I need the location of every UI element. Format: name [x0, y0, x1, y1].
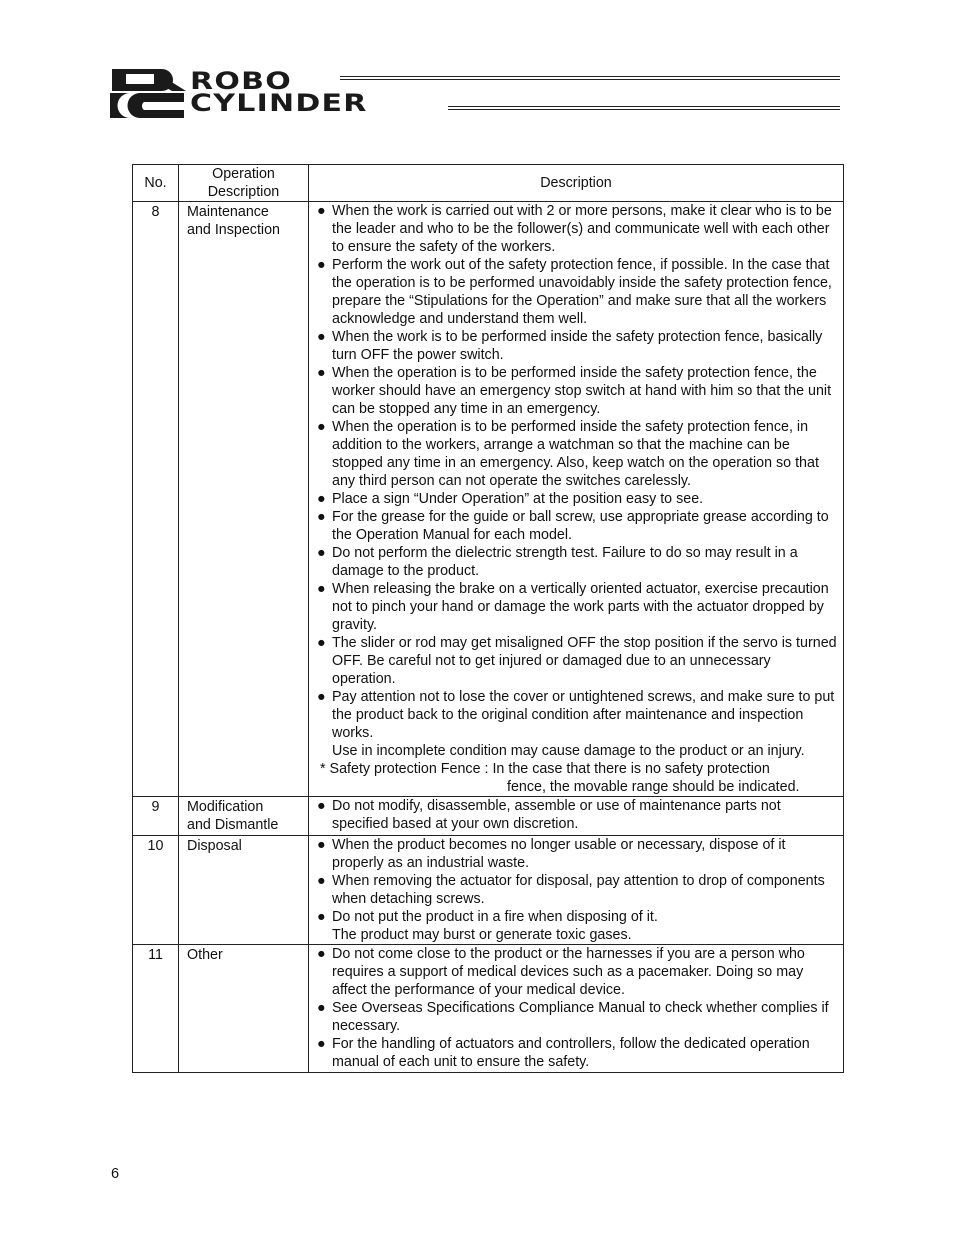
header-rule-bottom: [448, 106, 840, 110]
safety-operation-table: [132, 164, 844, 1073]
rc-logo-icon: [110, 68, 186, 118]
list-item: ● Do not come close to the product or the harnesses if you are a person who requires a support of medical devices such as a pacemaker. Doing so may affect the performance of your medical device.: [317, 946, 805, 998]
bullet-icon: ●: [317, 689, 326, 705]
bullet-icon: ●: [317, 491, 326, 507]
continuation-text: Use in incomplete condition may cause damage to the product or an injury.: [332, 743, 805, 759]
list-item: ● Pay attention not to lose the cover or untightened screws, and make sure to put the product back to the original condition after maintenance and inspection works.: [317, 689, 835, 741]
bullet-icon: ●: [317, 509, 326, 525]
header-description: Description: [309, 165, 844, 202]
row-operation: Modification and Dismantle: [179, 797, 309, 836]
list-item: ● When releasing the brake on a vertically oriented actuator, exercise precaution not to pinch your hand or damage the work parts with the actuator dropped by gravity.: [317, 581, 829, 633]
page-number: 6: [111, 1166, 120, 1182]
row-description: [309, 202, 844, 797]
list-item: ● When the work is carried out with 2 or more persons, make it clear who is to be the leader and who to be the follower(s) and communicate well with each other to ensure the safety of the workers.: [317, 203, 832, 255]
header-rule-top: [340, 76, 840, 80]
bullet-icon: ●: [317, 635, 326, 651]
bullet-icon: ●: [317, 1000, 326, 1016]
header-no: No.: [133, 165, 179, 202]
table-row: [133, 836, 844, 945]
row-description: [309, 945, 844, 1073]
bullet-icon: ●: [317, 873, 326, 889]
list-item: ● Place a sign “Under Operation” at the position easy to see.: [317, 491, 704, 507]
table-row: [133, 202, 844, 797]
bullet-icon: ●: [317, 365, 326, 381]
row-number: 8: [133, 202, 179, 797]
table-header-row: [133, 165, 844, 202]
bullet-icon: ●: [317, 946, 326, 962]
row-description: [309, 836, 844, 945]
table-row: [133, 945, 844, 1073]
row-operation: Maintenance and Inspection: [179, 202, 309, 797]
bullet-icon: ●: [317, 581, 326, 597]
row-operation: Other: [179, 945, 309, 1073]
list-item: ● The slider or rod may get misaligned OFF the stop position if the servo is turned OFF. Be careful not to get injured or damaged due to an unnecessary operation.: [317, 635, 837, 687]
bullet-icon: ●: [317, 909, 326, 925]
list-item: ● When the operation is to be performed inside the safety protection fence, in addition to the workers, arrange a watchman so that the machine can be stopped any time in an emergency. Also, keep watch on the operation so that any third person can not operate the switches carelessly.: [317, 419, 819, 489]
bullet-icon: ●: [317, 329, 326, 345]
list-item: ● See Overseas Specifications Compliance Manual to check whether complies if necessary.: [317, 1000, 829, 1034]
row-operation: Disposal: [179, 836, 309, 945]
list-item: ● Do not put the product in a fire when disposing of it.: [317, 909, 658, 925]
bullet-icon: ●: [317, 1036, 326, 1052]
page-header: [110, 68, 845, 118]
footnote-line: * Safety protection Fence : In the case that there is no safety protection: [320, 761, 770, 777]
row-number: 10: [133, 836, 179, 945]
bullet-icon: ●: [317, 545, 326, 561]
row-number: 9: [133, 797, 179, 836]
list-item: ● When the operation is to be performed inside the safety protection fence, the worker should have an emergency stop switch at hand with him so that the unit can be stopped any time in an emergency.: [317, 365, 832, 417]
list-item: ● For the handling of actuators and controllers, follow the dedicated operation manual of each unit to ensure the safety.: [317, 1036, 810, 1070]
header-operation: Operation Description: [179, 165, 309, 202]
list-item: ● For the grease for the guide or ball screw, use appropriate grease according to the Operation Manual for each model.: [317, 509, 829, 543]
bullet-icon: ●: [317, 798, 326, 814]
bullet-icon: ●: [317, 257, 326, 273]
list-item: ● Do not modify, disassemble, assemble or use of maintenance parts not specified based at your own discretion.: [317, 798, 781, 832]
logo-line-robo: ROBO: [190, 67, 292, 95]
logo-line-cylinder: CYLINDER: [190, 89, 368, 117]
list-item: ● Do not perform the dielectric strength test. Failure to do so may result in a damage to the product.: [317, 545, 798, 579]
list-item: ● When the product becomes no longer usable or necessary, dispose of it properly as an industrial waste.: [317, 837, 786, 871]
table-row: [133, 797, 844, 836]
row-number: 11: [133, 945, 179, 1073]
list-item: ● Perform the work out of the safety protection fence, if possible. In the case that the operation is to be performed unavoidably inside the safety protection fence, prepare the “Stipulations for the Operation” and make sure that all the workers acknowledge and understand them well.: [317, 257, 832, 327]
bullet-icon: ●: [317, 203, 326, 219]
row-description: [309, 797, 844, 836]
bullet-icon: ●: [317, 837, 326, 853]
continuation-text: The product may burst or generate toxic gases.: [332, 927, 632, 943]
footnote-continuation: fence, the movable range should be indicated.: [507, 779, 800, 795]
list-item: ● When removing the actuator for disposal, pay attention to drop of components when detaching screws.: [317, 873, 825, 907]
list-item: ● When the work is to be performed inside the safety protection fence, basically turn OFF the power switch.: [317, 329, 823, 363]
bullet-icon: ●: [317, 419, 326, 435]
